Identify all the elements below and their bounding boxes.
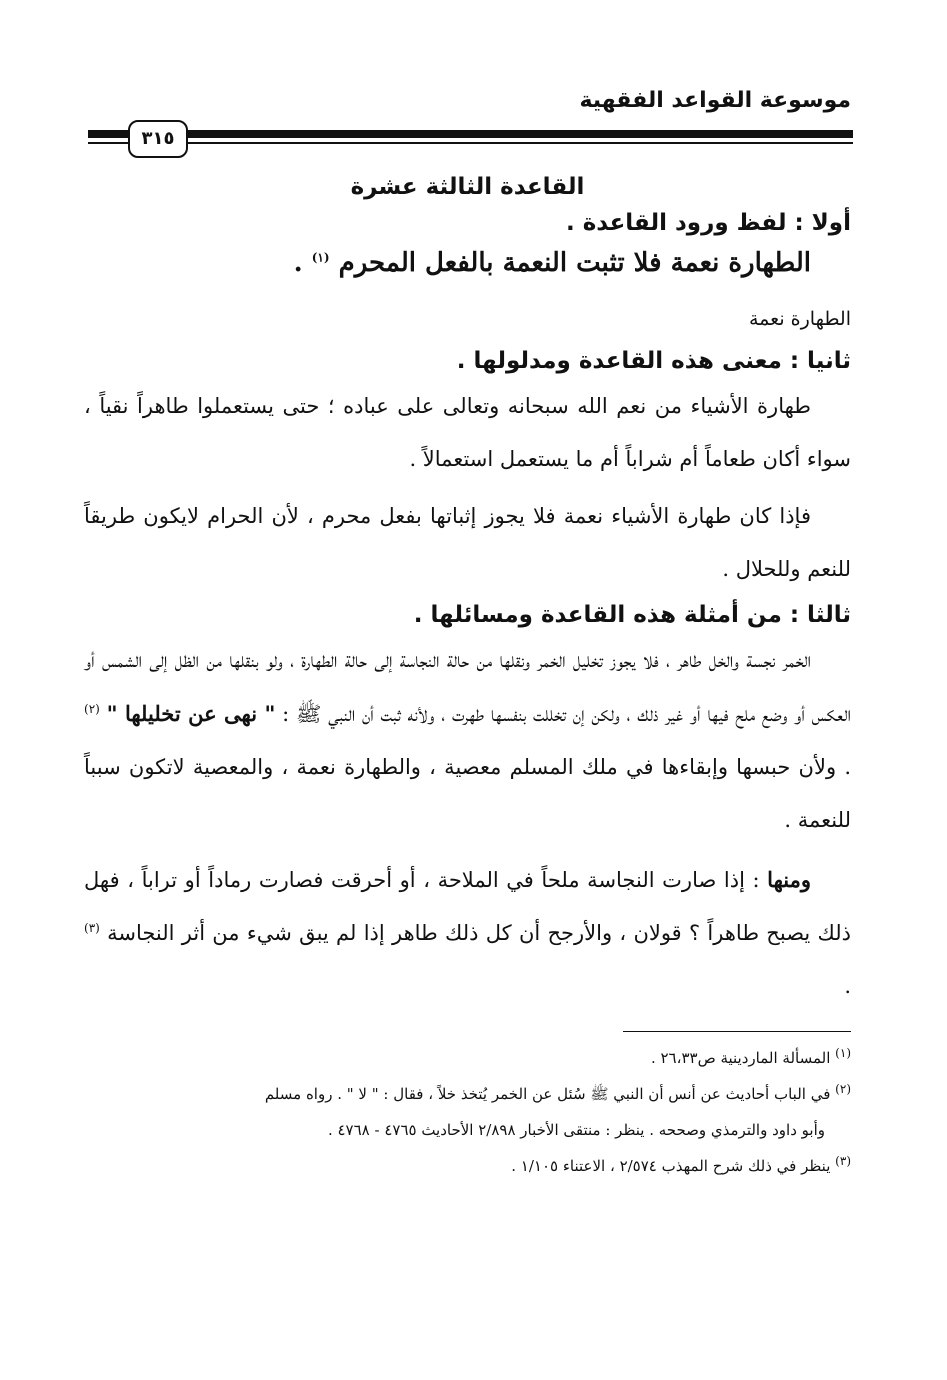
paragraph-example-2	[84, 853, 851, 1013]
example-1-text-a: الخمر نجسة والخل طاهر ، فلا يجوز تخليل الخمر ونقلها من حالة النجاسة إلى حالة الطهارة ، ولو بنقلها من الظل إلى الشمس أو العكس أو وضع ملح فيها أو غير ذلك ، ولكن إن تخللت بنفسها طهرت ، ولأنه ثبت أن النبي ﷺ :	[84, 648, 851, 726]
footnote-3	[84, 1148, 851, 1184]
section-heading-first: أولا : لفظ ورود القاعدة .	[565, 210, 851, 236]
rule-title: القاعدة الثالثة عشرة	[350, 174, 585, 200]
footnote-2-continued	[84, 1112, 825, 1148]
rule-statement-end: .	[293, 248, 303, 278]
footnote-ref-2: (٢)	[84, 702, 100, 716]
paragraph-meaning-2: فإذا كان طهارة الأشياء نعمة فلا يجوز إثباتها بفعل محرم ، لأن الحرام لايكون طريقاً للنعم وللحلال .	[84, 504, 851, 581]
rule-short-form: الطهارة نعمة	[749, 308, 851, 330]
example-2-end: .	[844, 974, 851, 998]
section-heading-third: ثالثا : من أمثلة هذه القاعدة ومسائلها .	[413, 602, 851, 628]
footnote-1-text: المسألة الماردينية ص٢٦،٣٣ .	[650, 1049, 831, 1067]
footnote-2-text: في الباب أحاديث عن أنس أن النبي ﷺ سُئل عن الخمر يُتخذ خلاً ، فقال : " لا " . رواه مسلم	[264, 1085, 831, 1103]
page-number: ٣١٥	[128, 120, 188, 158]
paragraph-meaning-1: طهارة الأشياء من نعم الله سبحانه وتعالى على عباده ؛ حتى يستعملوا طاهراً نقياً ، سواء أكان طعاماً أم شراباً أم ما يستعمل استعمالاً .	[84, 394, 851, 471]
footnote-3-num: (٣)	[835, 1154, 851, 1168]
example-2-text: : إذا صارت النجاسة ملحاً في الملاحة ، أو أحرقت فصارت رماداً أو تراباً ، فهل ذلك يصبح طاهراً ؟ قولان ، والأرجح أن كل ذلك طاهر إذا لم يبق شيء من أثر النجاسة	[84, 868, 851, 945]
footnote-separator	[623, 1031, 851, 1032]
footnotes	[84, 1040, 851, 1184]
example-2-lead: ومنها	[767, 867, 811, 892]
paragraph-example-1	[84, 634, 851, 847]
footnote-1	[84, 1040, 851, 1076]
footnote-ref-3: (٣)	[84, 921, 100, 935]
header-rule-thin	[88, 142, 853, 144]
section-heading-second: ثانيا : معنى هذه القاعدة ومدلولها .	[456, 348, 851, 374]
header-rule-thick	[88, 130, 853, 138]
book-title: موسوعة القواعد الفقهية	[579, 88, 851, 113]
footnote-2-text-cont: وأبو داود والترمذي وصححه . ينظر : منتقى الأخبار ٢/٨٩٨ الأحاديث ٤٧٦٥ - ٤٧٦٨ .	[327, 1121, 825, 1139]
footnote-2-num: (٢)	[835, 1082, 851, 1096]
example-1-text-b: . ولأن حبسها وإبقاءها في ملك المسلم معصية ، والطهارة نعمة ، والمعصية لاتكون سبباً للنعمة .	[84, 755, 851, 832]
footnote-3-text: ينظر في ذلك شرح المهذب ٢/٥٧٤ ، الاعتناء ١/١٠٥ .	[511, 1157, 831, 1175]
page-body	[84, 168, 851, 1184]
footnote-1-num: (١)	[835, 1046, 851, 1060]
hadith-quote: " نهى عن تخليلها "	[106, 701, 276, 726]
rule-statement-text: الطهارة نعمة فلا تثبت النعمة بالفعل المحرم	[338, 248, 811, 278]
footnote-ref-1: (١)	[311, 250, 330, 265]
footnote-2	[84, 1076, 851, 1112]
rule-statement	[84, 248, 811, 278]
